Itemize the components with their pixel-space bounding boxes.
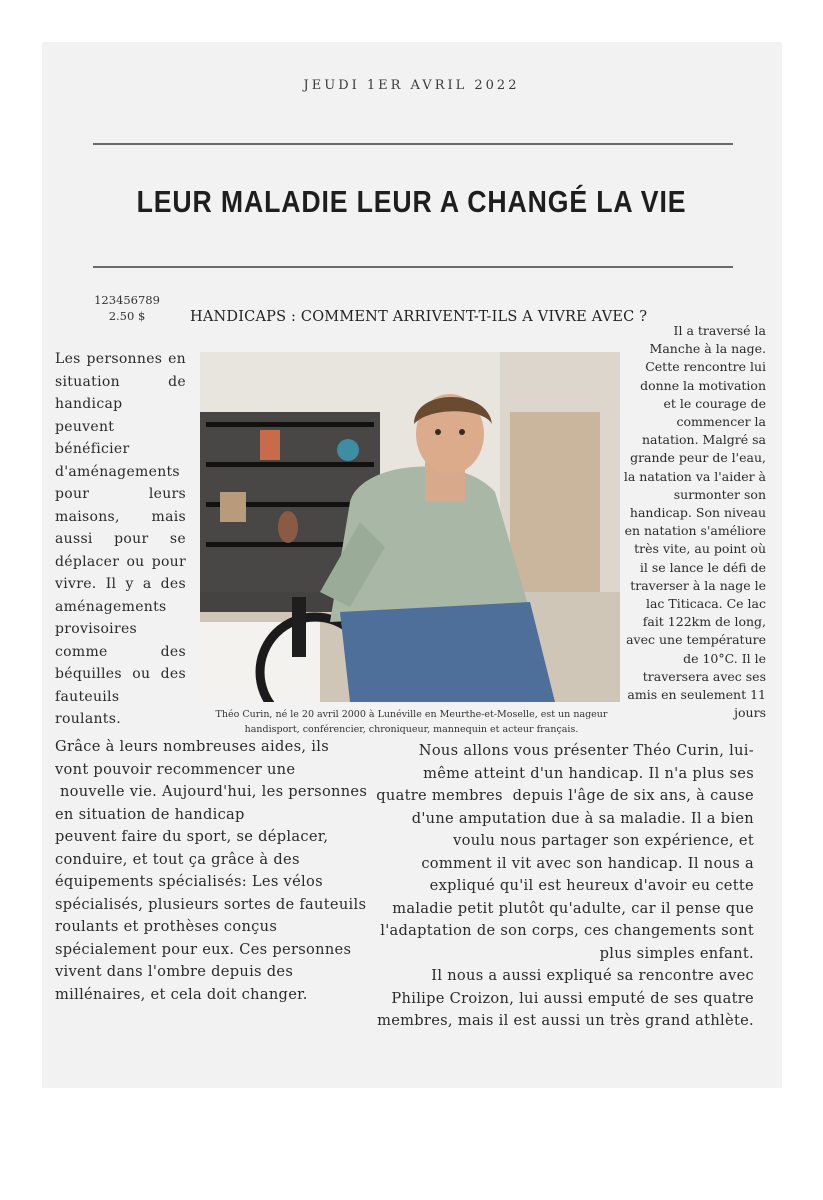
text-line: roulants et prothèses conçus xyxy=(55,918,278,935)
issue-info xyxy=(84,292,170,324)
text-line: natation. Malgré sa xyxy=(642,432,766,448)
text-line: Il a traversé la xyxy=(673,323,766,338)
bottom-left-text xyxy=(55,736,375,1006)
top-divider xyxy=(93,143,733,145)
text-line: il se lance le défi de xyxy=(639,559,766,575)
text-line: Cette rencontre lui xyxy=(645,359,766,375)
text-line: grande peur de l'eau, xyxy=(630,450,766,466)
bottom-divider xyxy=(93,266,733,268)
text-line: Manche à la nage. xyxy=(649,341,766,357)
text-line: comment il vit avec son handicap. Il nous a xyxy=(421,854,754,872)
text-line: de 10°C. Il le xyxy=(683,650,766,666)
text-line: commencer la xyxy=(676,414,766,430)
text-line: conduire, et tout ça grâce à des xyxy=(55,850,300,868)
text-line: Il nous a aussi expliqué sa rencontre avec xyxy=(431,967,754,984)
text-line: Grâce à leurs nombreuses aides, ils xyxy=(55,738,329,755)
text-line: Philipe Croizon, lui aussi emputé de ses quatre xyxy=(391,989,754,1007)
text-line: peuvent faire du sport, se déplacer, xyxy=(55,828,329,845)
text-line: amis en seulement 11 xyxy=(627,687,766,703)
text-line: même atteint d'un handicap. Il n'a plus ses xyxy=(423,764,754,782)
issue-price: 2.50 $ xyxy=(108,309,146,323)
article-photo xyxy=(200,352,620,702)
left-column-text: Les personnes en situation de handicap peuvent bénéficier d'aménagements pour leurs maisons, mais aussi pour se déplacer ou pour vivre. Il y a des aménagements provisoires comme des béquilles ou des fauteuils roulants. xyxy=(55,351,186,727)
text-line: plus simples enfant. xyxy=(599,944,754,962)
wheelchair-man-photo xyxy=(200,352,620,702)
text-line: maladie petit plutôt qu'adulte, car il pense que xyxy=(392,899,754,917)
text-line: jours xyxy=(734,705,766,721)
bottom-right-text xyxy=(372,740,754,1033)
subheadline: HANDICAPS : COMMENT ARRIVENT-T-ILS A VIVRE AVEC ? xyxy=(190,309,648,325)
text-line: d'une amputation due à sa maladie. Il a bien xyxy=(411,809,754,827)
text-line: avec une température xyxy=(626,632,766,648)
text-line: la natation va l'aider à xyxy=(623,468,766,484)
text-line: vivent dans l'ombre depuis des xyxy=(55,963,294,980)
text-line: l'adaptation de son corps, ces changements sont xyxy=(380,922,754,939)
text-line: et le courage de xyxy=(663,395,766,411)
text-line: surmonter son xyxy=(673,486,766,502)
text-line: en natation s'améliore xyxy=(624,523,766,539)
text-line: lac Titicaca. Ce lac xyxy=(645,596,766,612)
text-line: spécialisés, plusieurs sortes de fauteuils xyxy=(55,895,367,913)
text-line: quatre membres depuis l'âge de six ans, à cause xyxy=(376,787,754,804)
text-line: spécialement pour eux. Ces personnes xyxy=(55,940,352,958)
right-column-text xyxy=(622,322,766,722)
text-line: traversera avec ses xyxy=(642,668,766,684)
text-line: expliqué qu'il est heureux d'avoir eu cette xyxy=(429,877,754,894)
text-line: équipements spécialisés: Les vélos xyxy=(55,873,323,890)
text-line: membres, mais il est aussi un très grand athlète. xyxy=(377,1012,754,1029)
text-line: fait 122km de long, xyxy=(642,614,766,630)
issue-number: 123456789 xyxy=(94,293,160,307)
text-line: handicap. Son niveau xyxy=(629,505,766,521)
text-line: nouvelle vie. Aujourd'hui, les personnes xyxy=(55,783,368,800)
text-line: voulu nous partager son expérience, et xyxy=(453,832,754,849)
issue-date: JEUDI 1ER AVRIL 2022 xyxy=(303,78,520,93)
text-line: en situation de handicap xyxy=(55,805,245,823)
text-line: traverser à la nage le xyxy=(630,577,766,593)
text-line: millénaires, et cela doit changer. xyxy=(55,985,308,1003)
photo-caption: Théo Curin, né le 20 avril 2000 à Lunéville en Meurthe-et-Moselle, est un nageur handisport, conférencier, chroniqueur, mannequin et acteur français. xyxy=(215,709,608,735)
text-line: donne la motivation xyxy=(640,377,766,393)
text-line: très vite, au point où xyxy=(634,541,766,557)
text-line: vont pouvoir recommencer une xyxy=(55,760,296,778)
text-line: Nous allons vous présenter Théo Curin, lui- xyxy=(418,742,754,759)
headline: LEUR MALADIE LEUR A CHANGÉ LA VIE xyxy=(136,184,687,219)
